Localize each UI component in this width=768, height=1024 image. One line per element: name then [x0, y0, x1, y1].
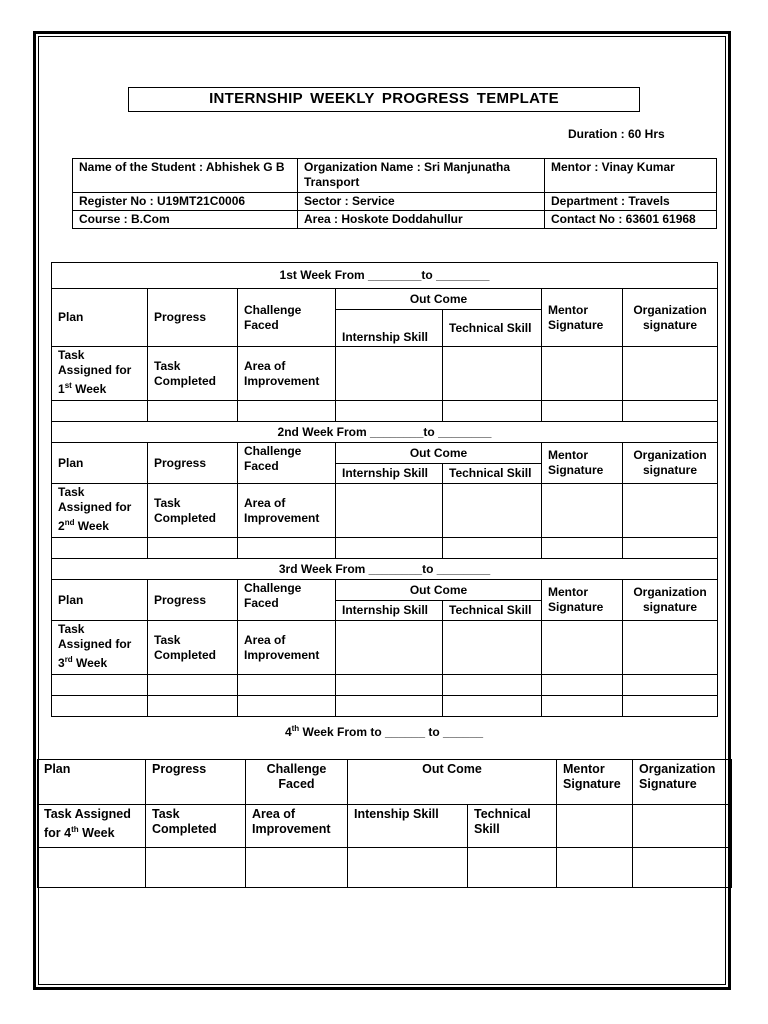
register-no: Register No : U19MT21C0006 [73, 193, 298, 211]
cell [348, 848, 468, 888]
col-internship-skill: Internship Skill [336, 601, 443, 621]
cell [336, 347, 443, 401]
area-of-improvement: Area of Improvement [238, 484, 336, 538]
contact-no: Contact No : 63601 61968 [545, 211, 717, 229]
cell [468, 848, 557, 888]
task-completed: Task Completed [148, 621, 238, 675]
task-assigned-week-1: Task Assigned for 1st Week [52, 347, 148, 401]
department: Department : Travels [545, 193, 717, 211]
week-4-table [37, 759, 732, 888]
w4-area-of-improvement: Area of Improvement [246, 805, 348, 848]
cell [148, 401, 238, 422]
cell [52, 675, 148, 696]
col-org-signature: Organization signature [623, 443, 718, 484]
week-2-heading: 2nd Week From ________to ________ [52, 422, 718, 443]
w4-col-progress: Progress [146, 760, 246, 805]
cell [443, 621, 542, 675]
col-challenge: Challenge Faced [238, 580, 336, 621]
task-completed: Task Completed [148, 347, 238, 401]
cell [542, 401, 623, 422]
week-3-heading: 3rd Week From ________to ________ [52, 559, 718, 580]
cell [542, 484, 623, 538]
mentor-name: Mentor : Vinay Kumar [545, 159, 717, 193]
cell [542, 347, 623, 401]
cell [52, 538, 148, 559]
cell [633, 848, 732, 888]
col-progress: Progress [148, 580, 238, 621]
task-assigned-week-2: Task Assigned for 2nd Week [52, 484, 148, 538]
cell [148, 675, 238, 696]
cell [336, 484, 443, 538]
cell [623, 538, 718, 559]
task-completed: Task Completed [148, 484, 238, 538]
cell [246, 848, 348, 888]
student-name: Name of the Student : Abhishek G B [73, 159, 298, 193]
sector: Sector : Service [298, 193, 545, 211]
cell [148, 538, 238, 559]
col-progress: Progress [148, 443, 238, 484]
col-plan: Plan [52, 289, 148, 347]
w4-col-org-signature: Organization Signature [633, 760, 732, 805]
cell [557, 848, 633, 888]
col-mentor-signature: Mentor Signature [542, 580, 623, 621]
cell [542, 675, 623, 696]
cell [623, 696, 718, 717]
organization-name: Organization Name : Sri Manjunatha Transport [298, 159, 545, 193]
col-outcome: Out Come [336, 289, 542, 310]
cell [443, 675, 542, 696]
w4-internship-skill: Intenship Skill [348, 805, 468, 848]
cell [336, 401, 443, 422]
col-technical-skill: Technical Skill [443, 464, 542, 484]
student-info-table [72, 158, 717, 229]
cell [557, 805, 633, 848]
cell [542, 538, 623, 559]
cell [146, 848, 246, 888]
cell [623, 347, 718, 401]
course: Course : B.Com [73, 211, 298, 229]
cell [443, 347, 542, 401]
cell [238, 401, 336, 422]
w4-col-challenge: Challenge Faced [246, 760, 348, 805]
cell [336, 621, 443, 675]
cell [623, 484, 718, 538]
cell [542, 621, 623, 675]
cell [443, 401, 542, 422]
cell [148, 696, 238, 717]
col-mentor-signature: Mentor Signature [542, 289, 623, 347]
w4-col-plan: Plan [38, 760, 146, 805]
col-internship-skill: Internship Skill [336, 310, 443, 347]
weekly-progress-table [51, 262, 718, 717]
cell [52, 401, 148, 422]
week-1-heading: 1st Week From ________to ________ [52, 263, 718, 289]
cell [336, 675, 443, 696]
col-technical-skill: Technical Skill [443, 310, 542, 347]
col-org-signature: Organization signature [623, 580, 718, 621]
area-of-improvement: Area of Improvement [238, 347, 336, 401]
cell [443, 696, 542, 717]
cell [238, 696, 336, 717]
cell [336, 538, 443, 559]
col-challenge: Challenge Faced [238, 289, 336, 347]
cell [633, 805, 732, 848]
cell [623, 675, 718, 696]
area: Area : Hoskote Doddahullur [298, 211, 545, 229]
w4-col-mentor-signature: Mentor Signature [557, 760, 633, 805]
w4-task-completed: Task Completed [146, 805, 246, 848]
page-title: INTERNSHIP WEEKLY PROGRESS TEMPLATE [128, 87, 640, 112]
col-mentor-signature: Mentor Signature [542, 443, 623, 484]
col-org-signature: Organization signature [623, 289, 718, 347]
cell [542, 696, 623, 717]
col-plan: Plan [52, 443, 148, 484]
w4-technical-skill: Technical Skill [468, 805, 557, 848]
cell [238, 675, 336, 696]
week-4-heading: 4th Week From to ______ to ______ [284, 724, 484, 739]
cell [623, 621, 718, 675]
cell [443, 538, 542, 559]
col-progress: Progress [148, 289, 238, 347]
col-outcome: Out Come [336, 580, 542, 601]
task-assigned-week-4: Task Assigned for 4th Week [38, 805, 146, 848]
cell [443, 484, 542, 538]
duration-label: Duration : 60 Hrs [568, 127, 665, 141]
col-plan: Plan [52, 580, 148, 621]
task-assigned-week-3: Task Assigned for 3rd Week [52, 621, 148, 675]
col-outcome: Out Come [336, 443, 542, 464]
col-internship-skill: Internship Skill [336, 464, 443, 484]
w4-col-outcome: Out Come [348, 760, 557, 805]
col-technical-skill: Technical Skill [443, 601, 542, 621]
cell [238, 538, 336, 559]
cell [38, 848, 146, 888]
col-challenge: Challenge Faced [238, 443, 336, 484]
cell [336, 696, 443, 717]
area-of-improvement: Area of Improvement [238, 621, 336, 675]
cell [623, 401, 718, 422]
cell [52, 696, 148, 717]
